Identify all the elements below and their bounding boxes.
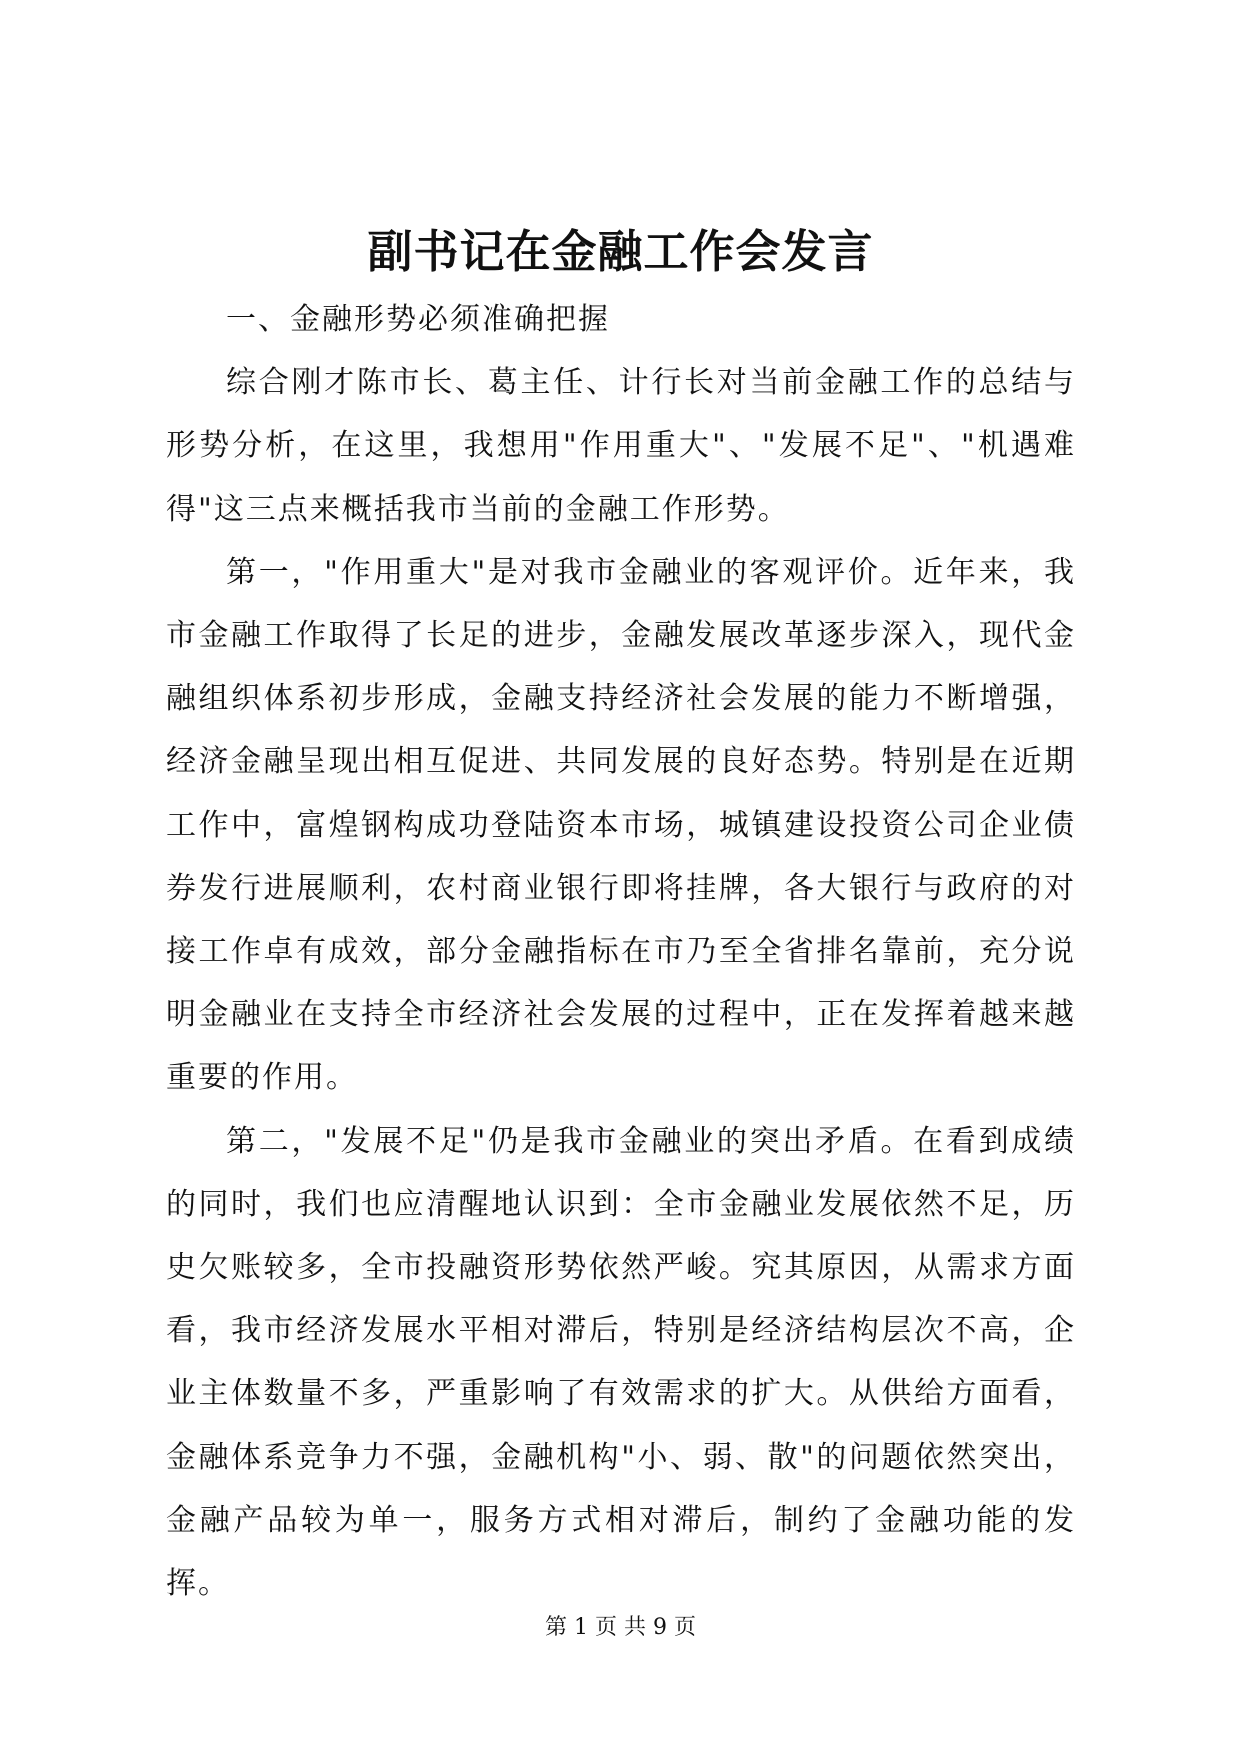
page-footer: 第 1 页 共 9 页 (545, 1615, 696, 1640)
paragraph: 第一，"作用重大"是对我市金融业的客观评价。近年来，我市金融工作取得了长足的进步，金融发展改革逐步深入，现代金融组织体系初步形成，金融支持经济社会发展的能力不断增强，经济金融呈现出相互促进、共同发展的良好态势。特别是在近期工作中，富煌钢构成功登陆资本市场，城镇建设投资公司企业债券发行进展顺利，农村商业银行即将挂牌，各大银行与政府的对接工作卓有成效，部分金融指标在市乃至全省排名靠前，充分说明金融业在支持全市经济社会发展的过程中，正在发挥着越来越重要的作用。 (166, 554, 1076, 1096)
document-title: 副书记在金融工作会发言 (367, 225, 874, 278)
section-heading: 一、金融形势必须准确把握 (226, 302, 610, 337)
paragraph: 综合刚才陈市长、葛主任、计行长对当前金融工作的总结与形势分析，在这里，我想用"作用重大"、"发展不足"、"机遇难得"这三点来概括我市当前的金融工作形势。 (166, 365, 1076, 527)
paragraph: 第二，"发展不足"仍是我市金融业的突出矛盾。在看到成绩的同时，我们也应清醒地认识到：全市金融业发展依然不足，历史欠账较多，全市投融资形势依然严峻。究其原因，从需求方面看，我市经济发展水平相对滞后，特别是经济结构层次不高，企业主体数量不多，严重影响了有效需求的扩大。从供给方面看，金融体系竞争力不强，金融机构"小、弱、散"的问题依然突出，金融产品较为单一，服务方式相对滞后，制约了金融功能的发挥。 (166, 1123, 1076, 1602)
document-body (166, 288, 1076, 1615)
